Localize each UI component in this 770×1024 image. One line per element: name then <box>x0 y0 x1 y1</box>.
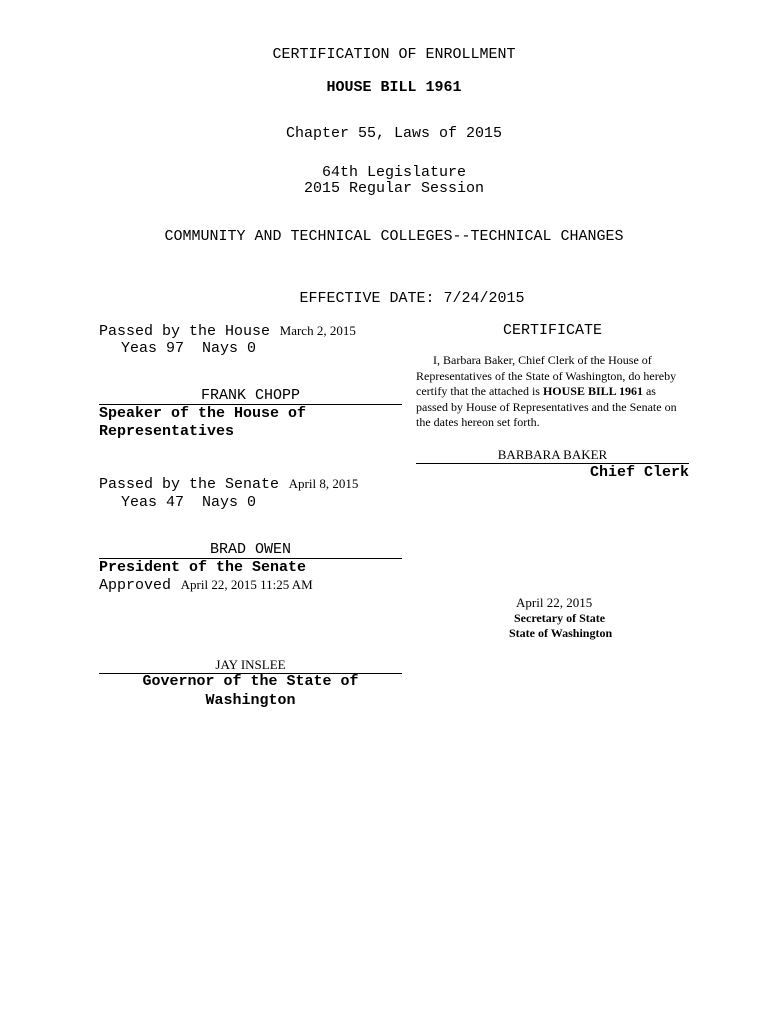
certificate-text-line-3 <box>416 384 706 400</box>
approved-line <box>99 576 313 594</box>
filed-title-1: Secretary of State <box>514 611 606 625</box>
effective-date: EFFECTIVE DATE: 7/24/2015 <box>299 290 525 307</box>
legislature-line: 64th Legislature <box>321 164 467 181</box>
approved-date: April 22, 2015 11:25 AM <box>180 577 313 592</box>
certificate-text <box>416 353 706 431</box>
president-name: BRAD OWEN <box>209 541 291 558</box>
session-line: 2015 Regular Session <box>303 180 485 197</box>
approved-label: Approved <box>99 577 172 594</box>
certificate-text-line-2: Representatives of the State of Washington, do hereby <box>416 368 677 383</box>
certification-heading: CERTIFICATION OF ENROLLMENT <box>272 46 516 63</box>
governor-title-2: Washington <box>205 692 296 709</box>
senate-passed-label: Passed by the Senate <box>99 476 280 493</box>
house-passed-date: March 2, 2015 <box>279 323 356 338</box>
certificate-text-line-1: I, Barbara Baker, Chief Clerk of the House of <box>433 353 652 367</box>
chapter-line: Chapter 55, Laws of 2015 <box>285 125 503 142</box>
certificate-heading: CERTIFICATE <box>502 322 603 339</box>
bill-number: HOUSE BILL 1961 <box>326 79 462 96</box>
certificate-text-line-4: passed by House of Representatives and the Senate on <box>416 399 677 414</box>
certificate-bill-ref: HOUSE BILL 1961 <box>542 384 643 399</box>
clerk-title: Chief Clerk <box>589 464 689 481</box>
certificate-text-line-5: the dates hereon set forth. <box>416 415 540 430</box>
house-passed-line <box>99 322 356 340</box>
speaker-name: FRANK CHOPP <box>200 387 301 404</box>
governor-title-1: Governor of the State of <box>142 673 359 690</box>
certificate-text-3c: as <box>642 384 656 399</box>
filed-date: April 22, 2015 <box>516 595 593 610</box>
house-passed-label: Passed by the House <box>99 323 271 340</box>
senate-votes: Yeas 47 Nays 0 <box>121 494 257 511</box>
speaker-title-1: Speaker of the House of <box>99 405 307 422</box>
clerk-name: BARBARA BAKER <box>497 447 608 462</box>
president-title: President of the Senate <box>99 559 307 576</box>
senate-passed-line <box>99 475 358 493</box>
speaker-title-2: Representatives <box>99 423 235 440</box>
filed-title-2: State of Washington <box>509 626 613 640</box>
senate-passed-date: April 8, 2015 <box>288 476 359 491</box>
house-votes: Yeas 97 Nays 0 <box>121 340 257 357</box>
governor-name: JAY INSLEE <box>215 657 286 672</box>
certificate-text-3a: certify that the attached is <box>416 384 543 399</box>
bill-subject: COMMUNITY AND TECHNICAL COLLEGES--TECHNICAL CHANGES <box>164 228 624 245</box>
